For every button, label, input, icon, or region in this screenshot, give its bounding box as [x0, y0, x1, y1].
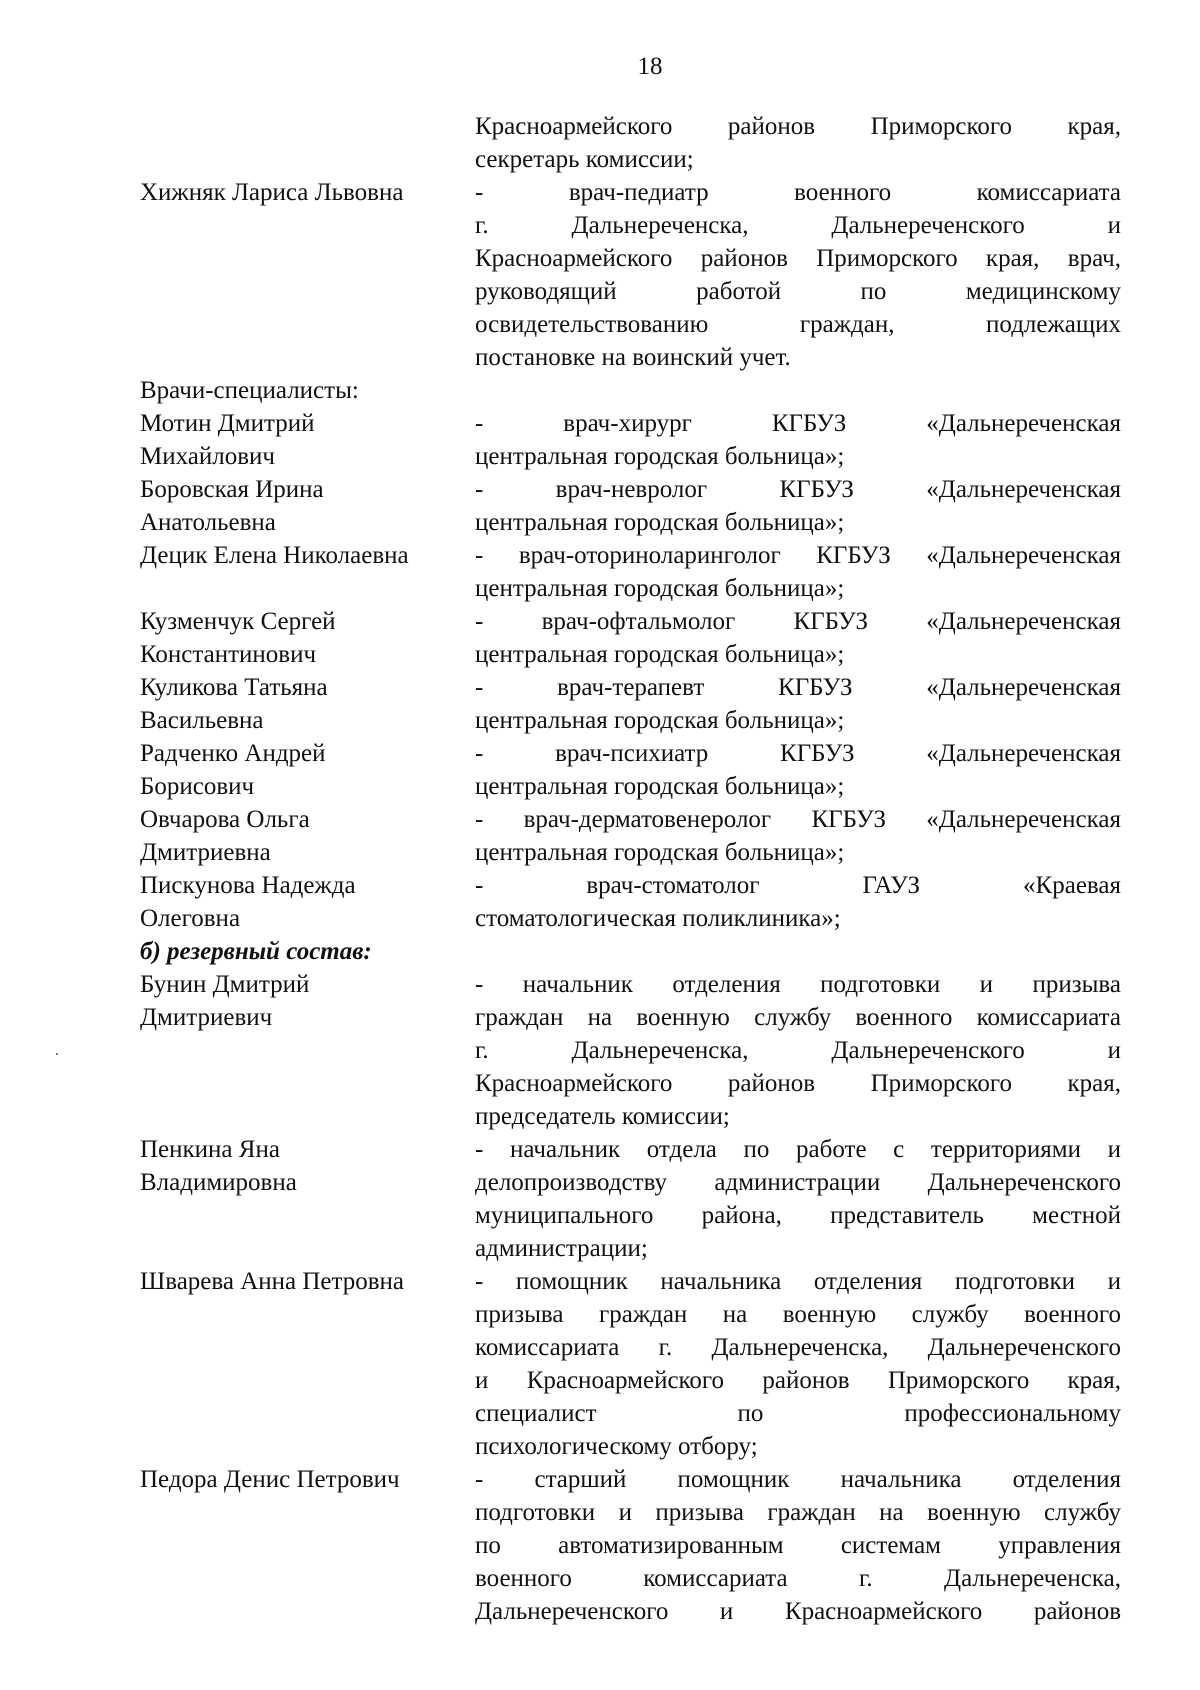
- text-line: - врач-психиатр КГБУЗ «Дальнереченская: [475, 740, 1121, 767]
- member-name: Пискунова Надежда Олеговна: [140, 872, 356, 932]
- text-line: стоматологическая поликлиника»;: [475, 905, 841, 932]
- member-role: [475, 869, 1121, 935]
- member-name: Мотин Дмитрий Михайлович: [140, 410, 315, 470]
- text-line: - врач-невролог КГБУЗ «Дальнереченская: [475, 476, 1121, 503]
- member-role: [475, 671, 1121, 737]
- text-line: - врач-дерматовенеролог КГБУЗ «Дальнереченская: [475, 806, 1121, 833]
- text-line: - врач-офтальмолог КГБУЗ «Дальнереченская: [475, 608, 1121, 635]
- member-name: Боровская Ирина Анатольевна: [140, 476, 324, 536]
- text-line: администрации;: [475, 1235, 648, 1262]
- text-line: и Красноармейского районов Приморского края,: [475, 1367, 1121, 1394]
- member-role: [475, 803, 1121, 869]
- text-line: центральная городская больница»;: [475, 575, 845, 602]
- text-line: военного комиссариата г. Дальнереченска,: [475, 1565, 1121, 1592]
- text-line: подготовки и призыва граждан на военную службу: [475, 1499, 1121, 1526]
- member-role: [475, 539, 1121, 605]
- member-name: Хижняк Лариса Львовна: [140, 179, 404, 206]
- text-line: - врач-хирург КГБУЗ «Дальнереченская: [475, 410, 1121, 437]
- member-role: [475, 605, 1121, 671]
- text-line: по автоматизированным системам управления: [475, 1532, 1121, 1559]
- text-line: Красноармейского районов Приморского края,: [475, 1070, 1121, 1097]
- text-line: специалист по профессиональному: [475, 1400, 1121, 1427]
- member-role: [475, 737, 1121, 803]
- text-line: психологическому отбору;: [475, 1433, 758, 1460]
- member-name: Овчарова Ольга Дмитриевна: [140, 806, 310, 866]
- member-role: [475, 1265, 1121, 1463]
- member-name: Бунин Дмитрий Дмитриевич: [140, 971, 310, 1031]
- member-role: [475, 176, 1121, 374]
- member-role: [475, 968, 1121, 1133]
- member-role: [475, 1133, 1121, 1265]
- text-line: Красноармейского районов Приморского края, врач,: [475, 245, 1121, 272]
- text-line: секретарь комиссии;: [475, 146, 694, 173]
- text-line: - старший помощник начальника отделения: [475, 1466, 1121, 1493]
- text-line: делопроизводству администрации Дальнереченского: [475, 1169, 1121, 1196]
- text-line: - врач-терапевт КГБУЗ «Дальнереченская: [475, 674, 1121, 701]
- text-line: Дальнереченского и Красноармейского районов: [475, 1598, 1121, 1625]
- text-line: - врач-педиатр военного комиссариата: [475, 179, 1121, 206]
- text-line: граждан на военную службу военного комиссариата: [475, 1004, 1121, 1031]
- text-line: освидетельствованию граждан, подлежащих: [475, 311, 1121, 338]
- text-line: центральная городская больница»;: [475, 443, 845, 470]
- text-line: руководящий работой по медицинскому: [475, 278, 1121, 305]
- text-line: Красноармейского районов Приморского края,: [475, 113, 1121, 140]
- text-line: - помощник начальника отделения подготовки и: [475, 1268, 1121, 1295]
- text-line: комиссариата г. Дальнереченска, Дальнереченского: [475, 1334, 1121, 1361]
- text-line: - врач-стоматолог ГАУЗ «Краевая: [475, 872, 1121, 899]
- text-line: центральная городская больница»;: [475, 641, 845, 668]
- member-role: [475, 473, 1121, 539]
- member-name: Децик Елена Николаевна: [140, 542, 409, 569]
- member-name: Пенкина Яна Владимировна: [140, 1136, 297, 1196]
- scan-speck: [56, 1053, 58, 1055]
- text-line: центральная городская больница»;: [475, 839, 845, 866]
- text-line: постановке на воинский учет.: [475, 344, 791, 371]
- text-line: центральная городская больница»;: [475, 773, 845, 800]
- specialists-heading: Врачи-специалисты:: [140, 377, 359, 404]
- text-line: - начальник отделения подготовки и призыва: [475, 971, 1121, 998]
- member-name: Шварева Анна Петровна: [140, 1268, 405, 1295]
- member-name: Радченко Андрей Борисович: [140, 740, 326, 800]
- member-role: [475, 1463, 1121, 1628]
- member-role: [475, 407, 1121, 473]
- page-number: 18: [637, 53, 663, 80]
- text-line: центральная городская больница»;: [475, 509, 845, 536]
- text-line: г. Дальнереченска, Дальнереченского и: [475, 212, 1121, 239]
- member-name: Педора Денис Петрович: [140, 1466, 400, 1493]
- reserve-heading: б) резервный состав:: [140, 938, 372, 965]
- text-line: муниципального района, представитель местной: [475, 1202, 1121, 1229]
- text-line: призыва граждан на военную службу военного: [475, 1301, 1121, 1328]
- continuation-text: [475, 110, 1121, 176]
- member-name: Куликова Татьяна Васильевна: [140, 674, 328, 734]
- text-line: председатель комиссии;: [475, 1103, 730, 1130]
- text-line: - врач-оториноларинголог КГБУЗ «Дальнереченская: [475, 542, 1121, 569]
- text-line: центральная городская больница»;: [475, 707, 845, 734]
- member-name: Кузменчук Сергей Константинович: [140, 608, 336, 668]
- text-line: г. Дальнереченска, Дальнереченского и: [475, 1037, 1121, 1064]
- text-line: - начальник отдела по работе с территориями и: [475, 1136, 1121, 1163]
